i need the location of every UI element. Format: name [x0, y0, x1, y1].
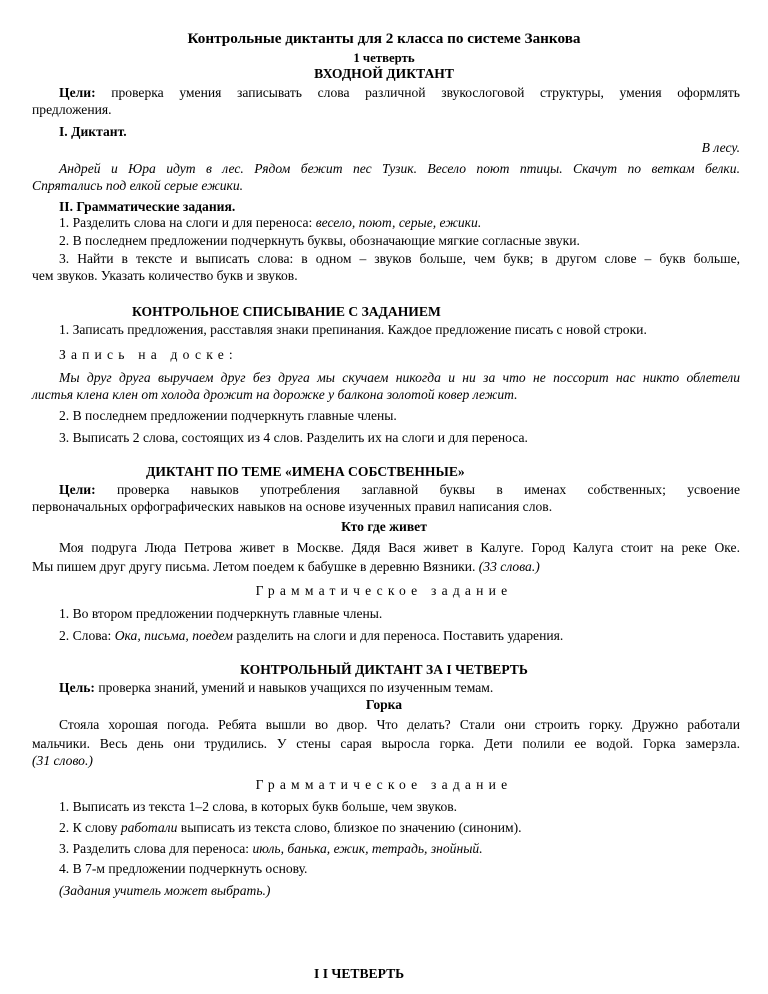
s4-task-2 — [59, 819, 522, 838]
s3-task-2-post: разделить на слоги и для переноса. Поставить ударения. — [232, 628, 564, 643]
s4-word-count: (31 слово.) — [32, 753, 93, 768]
quarter-2-heading: I I ЧЕТВЕРТЬ — [314, 966, 405, 981]
s4-task-1: 1. Выписать из текста 1–2 слова, в которых букв больше, чем звуков. — [59, 799, 458, 814]
s4-task-3-words: июль, банька, ежик, тетрадь, знойный. — [252, 841, 483, 856]
s2-heading: КОНТРОЛЬНОЕ СПИСЫВАНИЕ С ЗАДАНИЕМ — [132, 304, 441, 319]
s1-task-2: 2. В последнем предложении подчеркнуть буквы, обозначающие мягкие согласные звуки. — [59, 233, 580, 248]
s1-goal-label: Цели: — [59, 85, 96, 100]
s4-task-2-pre: 2. К слову — [59, 820, 121, 835]
s4-text-title: Горка — [365, 697, 403, 712]
s2-board-line-1: Мы друг друга выручаем друг без друга мы скучаем никогда и ни за что не поссорит нас никто облетели — [59, 370, 740, 385]
s3-goal-text-1: проверка навыков употребления заглавной буквы в именах собственных; усвоение — [95, 482, 740, 497]
s3-text-line-2 — [32, 558, 540, 577]
s1-task-1-words: весело, поют, серые, ежики. — [315, 215, 482, 230]
s3-word-count: (33 слова.) — [478, 559, 540, 574]
s2-task-2: 2. В последнем предложении подчеркнуть главные члены. — [59, 408, 397, 423]
s2-board-label: Запись на доске: — [59, 347, 238, 362]
s4-goal — [59, 679, 493, 698]
s3-text-title: Кто где живет — [341, 519, 427, 534]
s3-task-1: 1. Во втором предложении подчеркнуть главные члены. — [59, 606, 383, 621]
s1-task-1-text: 1. Разделить слова на слоги и для переноса: — [59, 215, 316, 230]
s4-goal-label: Цель: — [59, 680, 95, 695]
s4-text-line-1: Стояла хорошая погода. Ребята вышли во двор. Что делать? Стали они строить горку. Дружно работали — [59, 717, 740, 732]
s3-heading: ДИКТАНТ ПО ТЕМЕ «ИМЕНА СОБСТВЕННЫЕ» — [146, 464, 465, 479]
s3-task-2-pre: 2. Слова: — [59, 628, 115, 643]
s1-goal-text-1: проверка умения записывать слова различной звукослоговой структуры, умения оформлять — [95, 85, 740, 100]
s3-goal — [59, 481, 740, 500]
s4-grammar-heading: Грамматическое задание — [255, 777, 513, 792]
s4-task-3 — [59, 840, 483, 859]
s3-goal-label: Цели: — [59, 482, 96, 497]
s1-dictation-title: В лесу. — [701, 140, 740, 155]
s2-task-3: 3. Выписать 2 слова, состоящих из 4 слов. Разделить их на слоги и для переноса. — [59, 430, 528, 445]
s4-goal-text: проверка знаний, умений и навыков учащихся по изученным темам. — [94, 680, 494, 695]
document-title: Контрольные диктанты для 2 класса по системе Занкова — [187, 30, 581, 47]
s1-task-3-line-2: чем звуков. Указать количество букв и звуков. — [32, 268, 298, 283]
s4-task-2-word: работали — [120, 820, 178, 835]
s3-task-2 — [59, 627, 563, 646]
s3-grammar-heading: Грамматическое задание — [255, 583, 513, 598]
s4-task-2-post: выписать из текста слово, близкое по значению (синоним). — [177, 820, 522, 835]
s3-task-2-words: Ока, письма, поедем — [114, 628, 233, 643]
s1-goal — [59, 84, 740, 103]
s1-dictation-line-2: Спрятались под елкой серые ежики. — [32, 178, 244, 193]
s3-goal-text-2: первоначальных орфографических навыков на основе изученных правил написания слов. — [32, 499, 553, 514]
s1-part2-heading: II. Грамматические задания. — [59, 199, 236, 214]
s4-heading: КОНТРОЛЬНЫЙ ДИКТАНТ ЗА I ЧЕТВЕРТЬ — [240, 662, 528, 677]
s2-task-1: 1. Записать предложения, расставляя знаки препинания. Каждое предложение писать с новой строки. — [59, 322, 647, 337]
s2-board-line-2: листья клена клен от холода дрожит на дорожке у балкона золотой ковер лежит. — [32, 387, 518, 402]
s4-task-4: 4. В 7-м предложении подчеркнуть основу. — [59, 861, 308, 876]
s1-heading: ВХОДНОЙ ДИКТАНТ — [314, 66, 454, 81]
s4-text-line-2: мальчики. Весь день они трудились. У стены сарая выросла горка. Дети полили ее водой. Горка замерзла. — [32, 736, 740, 751]
s1-part1-heading: I. Диктант. — [59, 124, 127, 139]
s3-text-line-1: Моя подруга Люда Петрова живет в Москве. Дядя Вася живет в Калуге. Город Калуга стоит на реке Оке. — [59, 540, 740, 555]
s1-goal-text-2: предложения. — [32, 102, 112, 117]
quarter-1-label: 1 четверть — [353, 51, 415, 65]
s4-task-3-pre: 3. Разделить слова для переноса: — [59, 841, 253, 856]
s3-text-line-2-text: Мы пишем друг другу письма. Летом поедем к бабушке в деревню Вязники. — [32, 559, 479, 574]
s4-note: (Задания учитель может выбрать.) — [59, 883, 271, 898]
s1-task-1 — [59, 214, 481, 233]
s1-task-3-line-1: 3. Найти в тексте и выписать слова: в одном – звуков больше, чем букв; в другом слове – букв больше, — [59, 251, 740, 266]
s1-dictation-line-1: Андрей и Юра идут в лес. Рядом бежит пес Тузик. Весело поют птицы. Скачут по веткам белки. — [59, 161, 740, 176]
